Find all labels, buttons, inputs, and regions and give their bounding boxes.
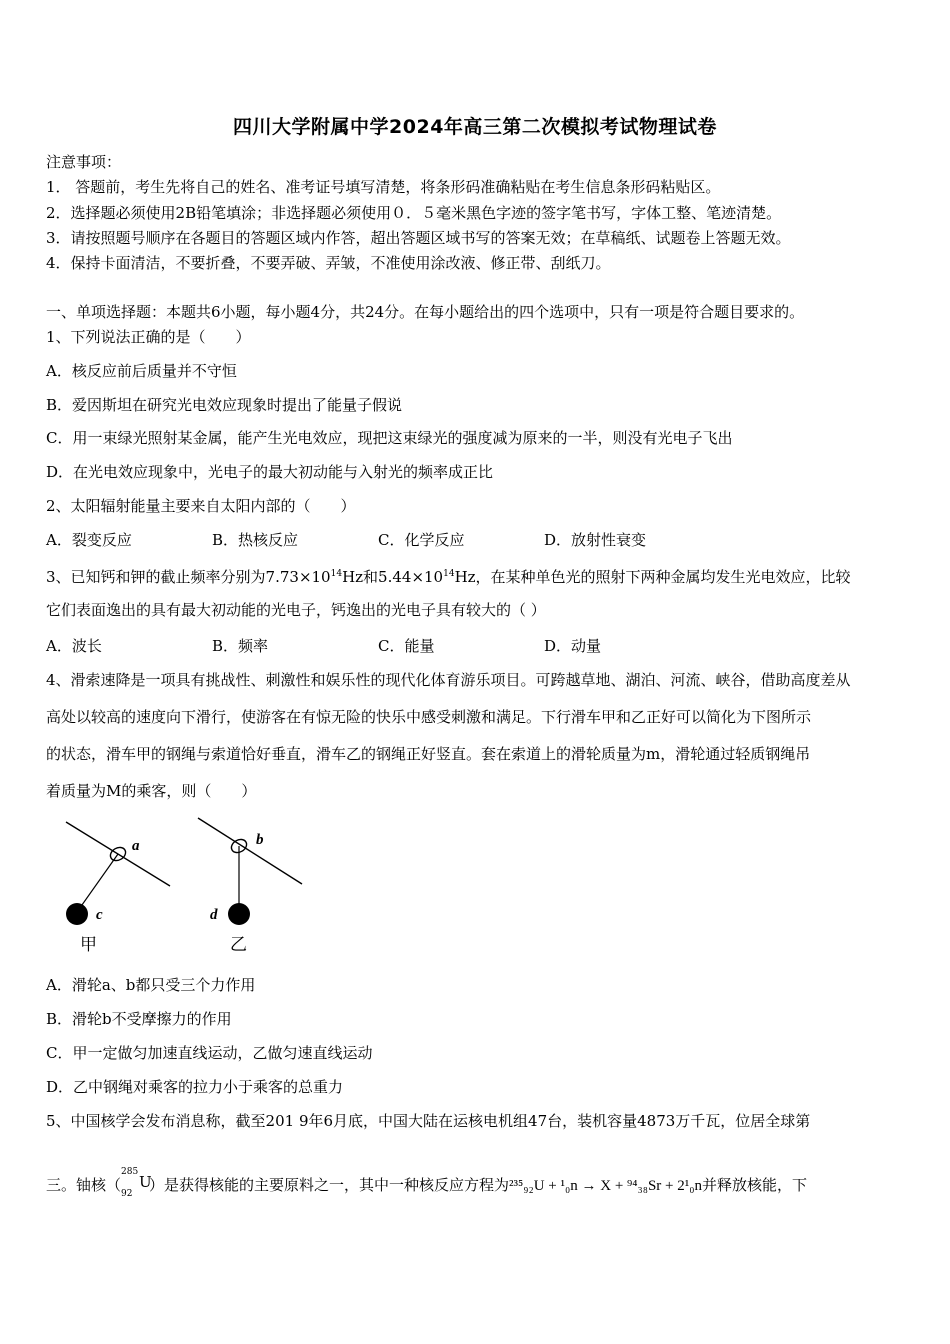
rope-left xyxy=(77,854,118,912)
q1-option-c: C．用一束绿光照射某金属，能产生光电效应，现把这束绿光的强度减为原来的一半，则没有光电子飞出 xyxy=(46,429,733,447)
q2-option-d: D．放射性衰变 xyxy=(544,531,647,549)
caption-right: 乙 xyxy=(230,935,247,955)
page-title: 四川大学附属中学2024年高三第二次模拟考试物理试卷 xyxy=(233,116,717,138)
q4-line-3: 的状态，滑车甲的钢绳与索道恰好垂直，滑车乙的钢绳正好竖直。套在索道上的滑轮质量为m，滑轮通过轻质钢绳吊 xyxy=(46,745,811,763)
passenger-d xyxy=(228,903,250,925)
q3-option-d: D．动量 xyxy=(544,637,602,655)
caption-left: 甲 xyxy=(80,935,97,955)
uranium-atomic-number: 92 xyxy=(121,1189,133,1199)
uranium-mass-number: 285 xyxy=(121,1167,139,1177)
q4-option-b: B．滑轮b不受摩擦力的作用 xyxy=(46,1010,232,1028)
q3-option-c: C．能量 xyxy=(378,637,435,655)
passenger-c xyxy=(66,903,88,925)
q5-line2-part-c: 并释放核能，下 xyxy=(701,1176,807,1194)
q3-options xyxy=(46,636,710,656)
notice-item-1: 1． 答题前，考生先将自己的姓名、准考证号填写清楚，将条形码准确粘贴在考生信息条形码粘贴区。 xyxy=(46,178,721,196)
q1-stem: 1、下列说法正确的是（ ） xyxy=(46,328,251,346)
q4-option-c: C．甲一定做匀加速直线运动，乙做匀速直线运动 xyxy=(46,1044,373,1062)
notice-item-4: 4．保持卡面清洁，不要折叠，不要弄破、弄皱，不准使用涂改液、修正带、刮纸刀。 xyxy=(46,254,611,272)
uranium-symbol: U xyxy=(139,1173,152,1191)
q3-stem-line2: 它们表面逸出的具有最大初动能的光电子，钙逸出的光电子具有较大的（ ） xyxy=(46,601,546,619)
q3-stem xyxy=(46,564,851,587)
q5-line-1: 5、中国核学会发布消息称，截至201 9年6月底，中国大陆在运核电机组47台，装机容量4873万千瓦，位居全球第 xyxy=(46,1112,811,1130)
q2-option-c: C．化学反应 xyxy=(378,531,465,549)
q4-option-d: D．乙中钢绳对乘客的拉力小于乘客的总重力 xyxy=(46,1078,344,1096)
section-heading: 一、单项选择题：本题共6小题，每小题4分，共24分。在每小题给出的四个选项中，只有一项是符合题目要求的。 xyxy=(46,303,805,321)
q1-option-d: D．在光电效应现象中，光电子的最大初动能与入射光的频率成正比 xyxy=(46,463,494,481)
q1-option-a: A．核反应前后质量并不守恒 xyxy=(46,362,237,380)
cable-right xyxy=(198,818,302,884)
label-c: c xyxy=(96,907,103,923)
label-d: d xyxy=(210,907,218,923)
uranium-nuclide xyxy=(121,1167,152,1199)
q2-options xyxy=(46,530,710,550)
q4-line-2: 高处以较高的速度向下滑行，使游客在有惊无险的快乐中感受刺激和满足。下行滑车甲和乙正好可以简化为下图所示 xyxy=(46,708,812,726)
q5-line2-part-b: ）是获得核能的主要原料之一，其中一种核反应方程为 xyxy=(149,1176,510,1194)
notice-item-2: 2．选择题必须使用2B铅笔填涂；非选择题必须使用０．５毫米黑色字迹的签字笔书写，字体工整、笔迹清楚。 xyxy=(46,204,782,222)
pulley-diagram xyxy=(58,812,328,962)
label-b: b xyxy=(256,832,264,848)
q5-line2-part-a: 三。铀核（ xyxy=(46,1176,122,1194)
nuclear-equation: ²³⁵₉₂U + ¹₀n → X + ⁹⁴₃₈Sr + 2¹₀n xyxy=(509,1178,702,1194)
q3-option-a: A．波长 xyxy=(46,637,102,655)
q5-line-2 xyxy=(46,1167,807,1199)
q2-option-a: A．裂变反应 xyxy=(46,531,132,549)
q3-exponent-2: 14 xyxy=(443,569,455,579)
q1-option-b: B．爱因斯坦在研究光电效应现象时提出了能量子假说 xyxy=(46,396,403,414)
q3-stem-part-c: Hz，在某种单色光的照射下两种金属均发生光电效应，比较 xyxy=(454,568,851,586)
q4-line-1: 4、滑索速降是一项具有挑战性、刺激性和娱乐性的现代化体育游乐项目。可跨越草地、湖泊、河流、峡谷，借助高度差从 xyxy=(46,671,851,689)
q3-stem-part-a: 3、已知钙和钾的截止频率分别为7.73×10 xyxy=(46,568,331,586)
q3-option-b: B．频率 xyxy=(212,637,269,655)
q2-option-b: B．热核反应 xyxy=(212,531,299,549)
q3-stem-part-b: Hz和5.44×10 xyxy=(342,568,444,586)
label-a: a xyxy=(132,838,140,854)
notice-item-3: 3．请按照题号顺序在各题目的答题区域内作答，超出答题区域书写的答案无效；在草稿纸、试题卷上答题无效。 xyxy=(46,229,791,247)
q2-stem: 2、太阳辐射能量主要来自太阳内部的（ ） xyxy=(46,497,356,515)
q4-option-a: A．滑轮a、b都只受三个力作用 xyxy=(46,976,256,994)
notice-heading: 注意事项： xyxy=(46,153,122,171)
q3-exponent-1: 14 xyxy=(330,569,343,579)
q4-line-4: 着质量为M的乘客，则（ ） xyxy=(46,782,257,800)
